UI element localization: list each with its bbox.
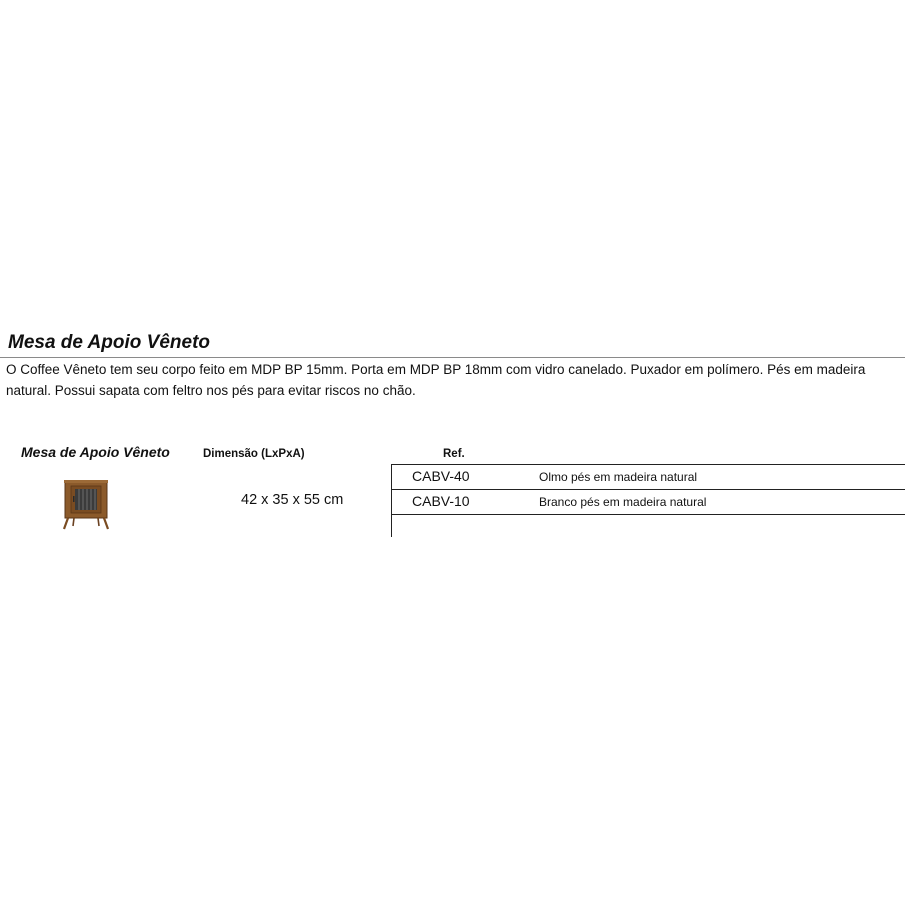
table-rule-middle — [391, 489, 905, 490]
dimension-value: 42 x 35 x 55 cm — [241, 492, 344, 508]
table-vertical-rule — [391, 464, 392, 537]
product-description: O Coffee Vêneto tem seu corpo feito em MDP BP 15mm. Porta em MDP BP 18mm com vidro canelado. Puxador em polímero. Pés em madeira natural. Possui sapata com feltro nos pés para evitar riscos no chão. — [6, 362, 866, 398]
variant-ref: CABV-10 — [412, 493, 470, 509]
side-table-thumbnail-icon — [58, 478, 114, 530]
product-title: Mesa de Apoio Vêneto — [8, 332, 210, 353]
variant-ref: CABV-40 — [412, 468, 470, 484]
header-ref: Ref. — [443, 448, 465, 460]
variant-finish: Branco pés em madeira natural — [539, 495, 707, 509]
table-rule-top — [391, 464, 905, 465]
table-rule-bottom — [391, 514, 905, 515]
title-divider — [0, 357, 905, 358]
header-product: Mesa de Apoio Vêneto — [21, 444, 170, 460]
variant-finish: Olmo pés em madeira natural — [539, 470, 698, 484]
header-dimension: Dimensão (LxPxA) — [203, 448, 305, 460]
